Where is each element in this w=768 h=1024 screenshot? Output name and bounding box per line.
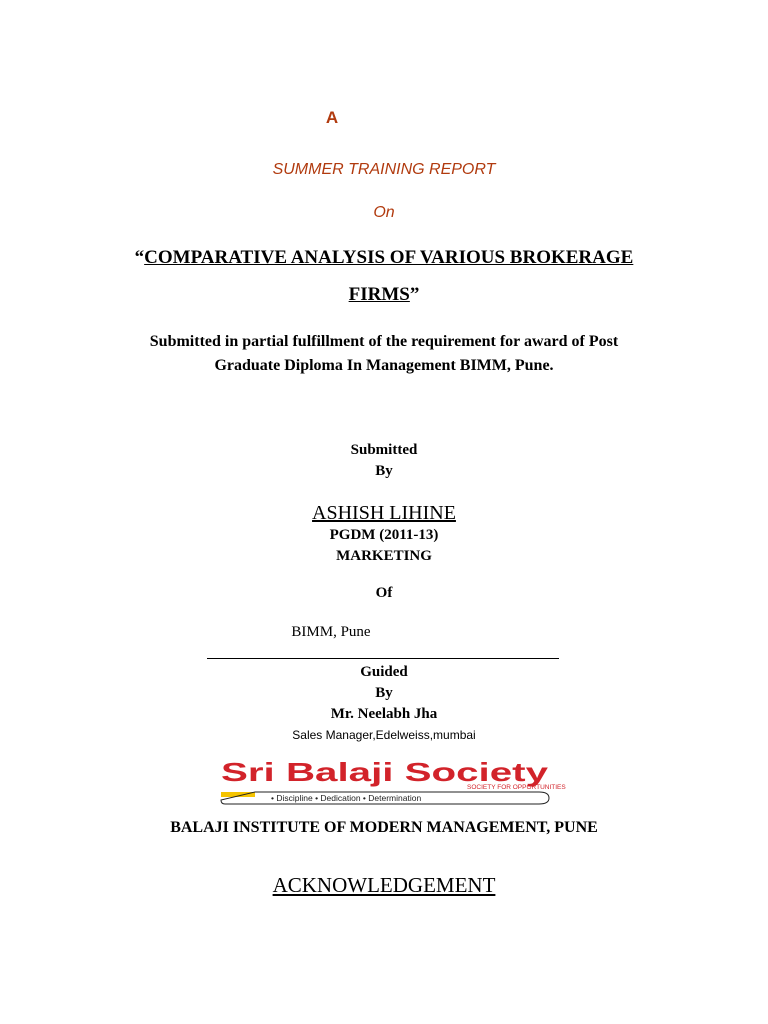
logo-wordmark: Sri Balaji Society <box>221 757 549 787</box>
guided-label: Guided <box>360 664 408 680</box>
program: PGDM (2011-13) <box>329 527 439 543</box>
logo-tagline: SOCIETY FOR OPPORTUNITIES <box>467 784 566 791</box>
guide-title: Sales Manager,Edelweiss,mumbai <box>292 728 476 742</box>
open-quote: “ <box>134 247 145 268</box>
letter-a: A <box>325 108 339 127</box>
logo-motto: • Discipline • Dedication • Determination <box>271 793 422 803</box>
of-label: Of <box>375 585 393 601</box>
report-title-line1 <box>0 247 768 269</box>
close-quote: ” <box>409 284 420 305</box>
report-title-line2 <box>0 284 768 306</box>
title-text-line1: COMPARATIVE ANALYSIS OF VARIOUS BROKERAGE <box>144 247 634 268</box>
purpose-line1: Submitted in partial fulfillment of the requirement for award of Post <box>149 333 619 350</box>
acknowledgement-heading: ACKNOWLEDGEMENT <box>272 873 496 897</box>
college-short: BIMM, Pune <box>291 624 371 640</box>
sri-balaji-society-logo <box>219 757 566 804</box>
title-text-line2: FIRMS <box>348 284 410 305</box>
student-name: ASHISH LIHINE <box>312 502 456 524</box>
report-type: SUMMER TRAINING REPORT <box>272 161 496 178</box>
purpose-line2: Graduate Diploma In Management BIMM, Pune. <box>214 357 554 374</box>
submitted-label: Submitted <box>350 442 418 458</box>
by-label-2: By <box>375 685 393 701</box>
specialization: MARKETING <box>336 548 432 564</box>
divider-line <box>207 658 559 659</box>
on-label: On <box>373 204 395 221</box>
guide-name: Mr. Neelabh Jha <box>330 706 438 722</box>
by-label-1: By <box>375 463 393 479</box>
institute-name: BALAJI INSTITUTE OF MODERN MANAGEMENT, PUNE <box>170 819 598 836</box>
